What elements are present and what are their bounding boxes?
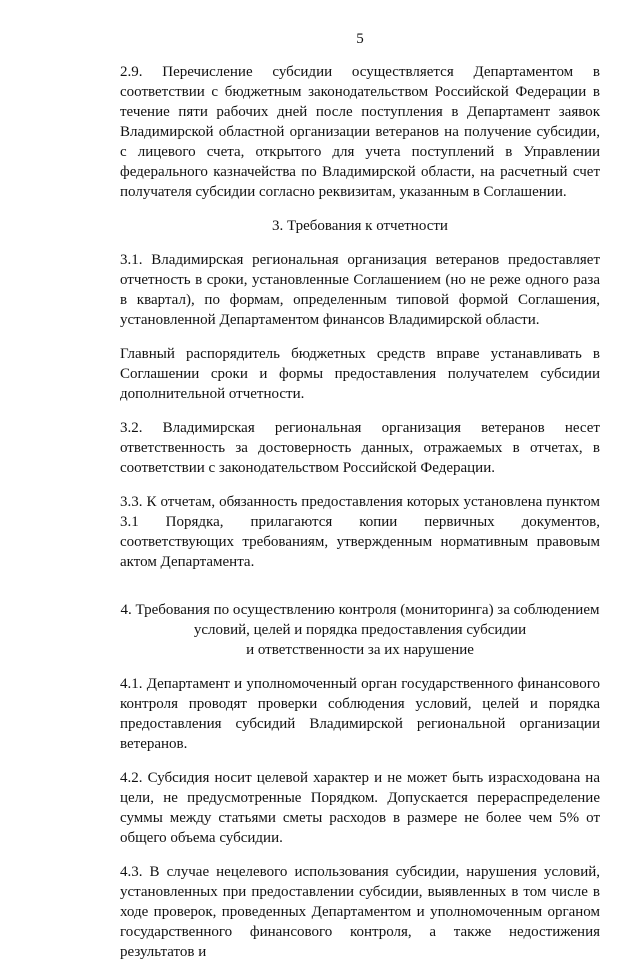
paragraph-4-2: 4.2. Субсидия носит целевой характер и не может быть израсходована на цели, не предусмотренные Порядком. Допускается перераспределение суммы между статьями сметы расходов в размере не более чем 5% от общего объема субсидии. bbox=[120, 770, 600, 846]
paragraph-4-3: 4.3. В случае нецелевого использования субсидии, нарушения условий, установленных при предоставлении субсидии, выявленных в том числе в ходе проверок, проведенных Департаментом и уполномоченным органом государственного финансового контроля, а также недостижения результатов и bbox=[120, 864, 600, 960]
section-4-heading-line-1: 4. Требования по осуществлению контроля (мониторинга) за соблюдением bbox=[120, 602, 600, 618]
document-page bbox=[120, 30, 600, 976]
section-3-heading: 3. Требования к отчетности bbox=[272, 218, 448, 234]
section-4-heading-line-3: и ответственности за их нарушение bbox=[246, 642, 474, 658]
paragraph-4-1: 4.1. Департамент и уполномоченный орган государственного финансового контроля проводят проверки соблюдения условий, целей и порядка предоставления субсидий Владимирской региональной организации ветеранов. bbox=[120, 676, 600, 752]
section-4-heading-line-2: условий, целей и порядка предоставления субсидии bbox=[193, 622, 527, 638]
paragraph-3-1: 3.1. Владимирская региональная организация ветеранов предоставляет отчетность в сроки, установленные Соглашением (но не реже одного раза в квартал), по формам, определенным типовой формой Соглашения, установленной Департаментом финансов Владимирской области. bbox=[120, 252, 600, 328]
paragraph-3-1-addendum: Главный распорядитель бюджетных средств вправе устанавливать в Соглашении сроки и формы предоставления получателем субсидии дополнительной отчетности. bbox=[120, 346, 600, 402]
page-number: 5 bbox=[356, 31, 364, 47]
paragraph-3-3: 3.3. К отчетам, обязанность предоставления которых установлена пунктом 3.1 Порядка, прилагаются копии первичных документов, соответствующих требованиям, утвержденным нормативным правовым актом Департамента. bbox=[120, 494, 600, 570]
paragraph-2-9: 2.9. Перечисление субсидии осуществляется Департаментом в соответствии с бюджетным законодательством Российской Федерации в течение пяти рабочих дней после поступления в Департамент заявок Владимирской областной организации ветеранов на получение субсидии, с лицевого счета, открытого для учета поступлений в Управлении федерального казначейства по Владимирской области, на расчетный счет получателя субсидии согласно реквизитам, указанным в Соглашении. bbox=[120, 64, 600, 200]
section-4-heading bbox=[120, 600, 600, 660]
paragraph-3-2: 3.2. Владимирская региональная организация ветеранов несет ответственность за достоверность данных, отражаемых в отчетах, в соответствии с законодательством Российской Федерации. bbox=[120, 420, 600, 476]
